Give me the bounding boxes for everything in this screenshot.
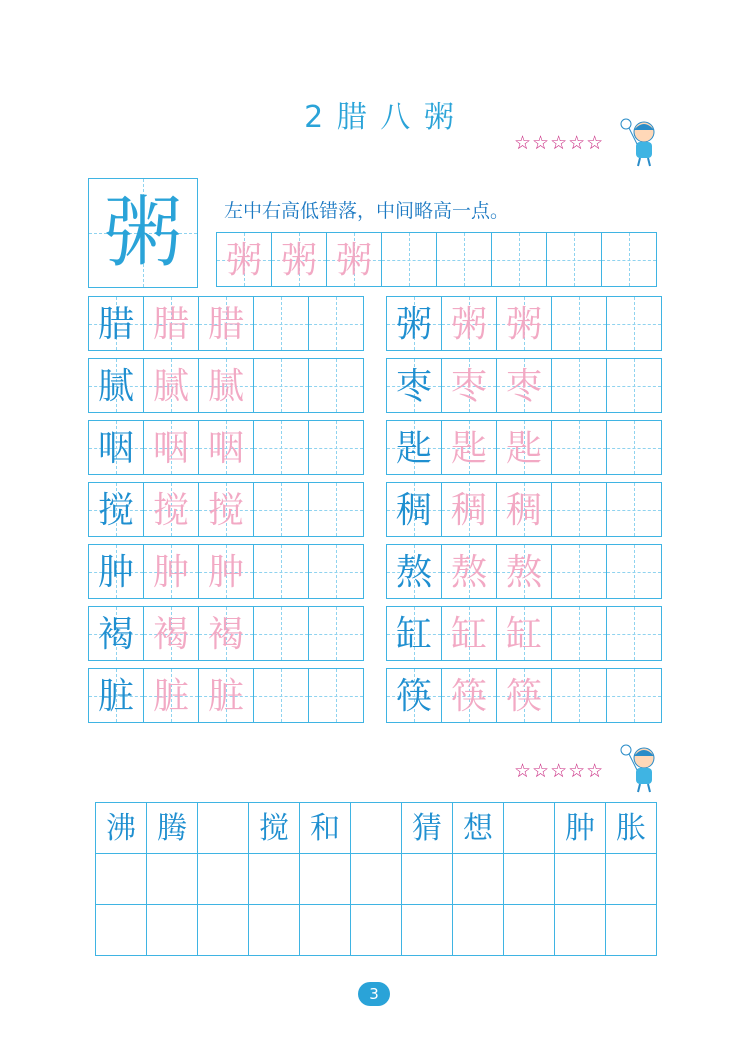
trace-character: 脏	[152, 676, 189, 717]
trace-character: 匙	[505, 428, 542, 469]
practice-cell	[198, 544, 254, 599]
practice-cell	[441, 606, 497, 661]
trace-character: 匙	[450, 428, 487, 469]
word-cell	[197, 802, 249, 854]
practice-cell	[88, 358, 144, 413]
practice-cell	[88, 482, 144, 537]
trace-character: 缸	[450, 614, 487, 655]
trace-character: 搅	[152, 490, 189, 531]
model-character: 缸	[395, 614, 432, 655]
model-character: 褐	[97, 614, 134, 655]
practice-cell	[308, 296, 364, 351]
trace-character: 熬	[505, 552, 542, 593]
word-cell	[197, 853, 249, 905]
word-cell	[554, 853, 606, 905]
practice-cell	[551, 668, 607, 723]
trace-character: 粥	[450, 304, 487, 345]
model-character: 熬	[395, 552, 432, 593]
practice-cell	[441, 544, 497, 599]
practice-cell	[308, 358, 364, 413]
practice-cell	[143, 358, 199, 413]
model-character: 枣	[395, 366, 432, 407]
practice-cell	[308, 482, 364, 537]
practice-cell	[441, 296, 497, 351]
model-character: 咽	[97, 428, 134, 469]
practice-cell	[308, 606, 364, 661]
word-cell	[248, 802, 300, 854]
practice-cell	[198, 358, 254, 413]
practice-cell	[143, 482, 199, 537]
model-character: 腻	[97, 366, 134, 407]
practice-cell	[88, 544, 144, 599]
model-character: 想	[463, 811, 493, 846]
practice-cell	[216, 232, 272, 287]
practice-cell	[386, 482, 442, 537]
practice-cell	[386, 668, 442, 723]
trace-character: 腊	[207, 304, 244, 345]
page-title: 2 腊 八 粥	[304, 100, 456, 135]
practice-cell	[88, 668, 144, 723]
word-cell	[401, 904, 453, 956]
trace-character: 肿	[152, 552, 189, 593]
trace-character: 粥	[505, 304, 542, 345]
practice-cell	[606, 668, 662, 723]
practice-cell	[308, 544, 364, 599]
practice-cell	[496, 358, 552, 413]
model-character: 脏	[97, 676, 134, 717]
girl-mascot-icon-top	[620, 116, 668, 168]
practice-cell	[496, 668, 552, 723]
trace-character: 搅	[207, 490, 244, 531]
trace-character: 腻	[207, 366, 244, 407]
practice-cell	[381, 232, 437, 287]
word-cell	[146, 853, 198, 905]
model-character: 搅	[97, 490, 134, 531]
word-cell	[197, 904, 249, 956]
big-character-box	[88, 178, 198, 288]
practice-cell	[198, 482, 254, 537]
practice-cell	[143, 420, 199, 475]
practice-cell	[386, 606, 442, 661]
word-cell	[503, 802, 555, 854]
trace-character: 褐	[207, 614, 244, 655]
practice-cell	[326, 232, 382, 287]
model-character: 沸	[106, 811, 136, 846]
practice-cell	[253, 358, 309, 413]
practice-cell	[143, 544, 199, 599]
practice-cell	[441, 420, 497, 475]
word-cell	[401, 802, 453, 854]
word-cell	[95, 802, 147, 854]
word-cell	[299, 853, 351, 905]
word-cell	[299, 802, 351, 854]
trace-character: 咽	[207, 428, 244, 469]
model-character: 腾	[157, 811, 187, 846]
practice-cell	[496, 482, 552, 537]
word-cell	[350, 802, 402, 854]
practice-cell	[441, 358, 497, 413]
word-cell	[248, 853, 300, 905]
trace-character: 脏	[207, 676, 244, 717]
practice-cell	[606, 544, 662, 599]
practice-cell	[606, 420, 662, 475]
word-cell	[95, 904, 147, 956]
trace-character: 粥	[225, 240, 262, 281]
trace-character: 咽	[152, 428, 189, 469]
practice-cell	[88, 420, 144, 475]
word-cell	[452, 802, 504, 854]
model-character: 稠	[395, 490, 432, 531]
word-cell	[95, 853, 147, 905]
practice-cell	[386, 296, 442, 351]
trace-character: 筷	[450, 676, 487, 717]
practice-cell	[551, 358, 607, 413]
trace-character: 筷	[505, 676, 542, 717]
practice-cell	[496, 544, 552, 599]
trace-character: 腊	[152, 304, 189, 345]
practice-cell	[143, 296, 199, 351]
trace-character: 腻	[152, 366, 189, 407]
practice-cell	[496, 296, 552, 351]
girl-mascot-icon-bottom	[620, 742, 668, 794]
practice-cell	[253, 420, 309, 475]
trace-character: 褐	[152, 614, 189, 655]
model-character: 猜	[412, 811, 442, 846]
practice-cell	[551, 296, 607, 351]
practice-cell	[386, 358, 442, 413]
word-cell	[554, 802, 606, 854]
word-cell	[503, 853, 555, 905]
practice-cell	[253, 482, 309, 537]
trace-character: 缸	[505, 614, 542, 655]
trace-character: 粥	[280, 240, 317, 281]
practice-cell	[441, 668, 497, 723]
trace-character: 稠	[505, 490, 542, 531]
model-character: 肿	[565, 811, 595, 846]
practice-cell	[606, 358, 662, 413]
model-character: 和	[310, 811, 340, 846]
practice-cell	[491, 232, 547, 287]
model-character: 粥	[395, 304, 432, 345]
word-cell	[605, 802, 657, 854]
practice-cell	[143, 606, 199, 661]
practice-cell	[198, 668, 254, 723]
practice-cell	[551, 544, 607, 599]
writing-hint: 左中右高低错落，中间略高一点。	[224, 200, 510, 222]
practice-cell	[253, 606, 309, 661]
model-character: 胀	[616, 811, 646, 846]
word-cell	[299, 904, 351, 956]
rating-stars-bottom: ☆☆☆☆☆	[514, 760, 605, 782]
practice-cell	[253, 296, 309, 351]
practice-cell	[88, 296, 144, 351]
practice-cell	[386, 544, 442, 599]
practice-cell	[546, 232, 602, 287]
word-cell	[503, 904, 555, 956]
word-cell	[146, 904, 198, 956]
word-cell	[350, 904, 402, 956]
big-character: 粥	[103, 188, 182, 278]
trace-character: 稠	[450, 490, 487, 531]
model-character: 筷	[395, 676, 432, 717]
practice-cell	[88, 606, 144, 661]
model-character: 肿	[97, 552, 134, 593]
word-cell	[452, 853, 504, 905]
word-cell	[248, 904, 300, 956]
rating-stars-top: ☆☆☆☆☆	[514, 132, 605, 154]
practice-cell	[551, 482, 607, 537]
practice-cell	[606, 606, 662, 661]
trace-character: 粥	[335, 240, 372, 281]
word-cell	[554, 904, 606, 956]
practice-cell	[308, 668, 364, 723]
practice-cell	[496, 420, 552, 475]
practice-cell	[551, 420, 607, 475]
practice-cell	[601, 232, 657, 287]
practice-cell	[143, 668, 199, 723]
practice-cell	[496, 606, 552, 661]
practice-cell	[436, 232, 492, 287]
trace-character: 熬	[450, 552, 487, 593]
word-cell	[146, 802, 198, 854]
trace-character: 肿	[207, 552, 244, 593]
practice-cell	[308, 420, 364, 475]
practice-cell	[606, 296, 662, 351]
practice-cell	[551, 606, 607, 661]
word-cell	[605, 904, 657, 956]
trace-character: 枣	[450, 366, 487, 407]
practice-cell	[253, 668, 309, 723]
word-cell	[452, 904, 504, 956]
trace-character: 枣	[505, 366, 542, 407]
word-cell	[350, 853, 402, 905]
page-number: 3	[358, 982, 390, 1006]
practice-cell	[271, 232, 327, 287]
practice-cell	[198, 420, 254, 475]
model-character: 腊	[97, 304, 134, 345]
practice-cell	[386, 420, 442, 475]
practice-cell	[198, 606, 254, 661]
practice-cell	[606, 482, 662, 537]
practice-cell	[253, 544, 309, 599]
practice-cell	[198, 296, 254, 351]
word-cell	[401, 853, 453, 905]
model-character: 搅	[259, 811, 289, 846]
word-cell	[605, 853, 657, 905]
model-character: 匙	[395, 428, 432, 469]
practice-cell	[441, 482, 497, 537]
